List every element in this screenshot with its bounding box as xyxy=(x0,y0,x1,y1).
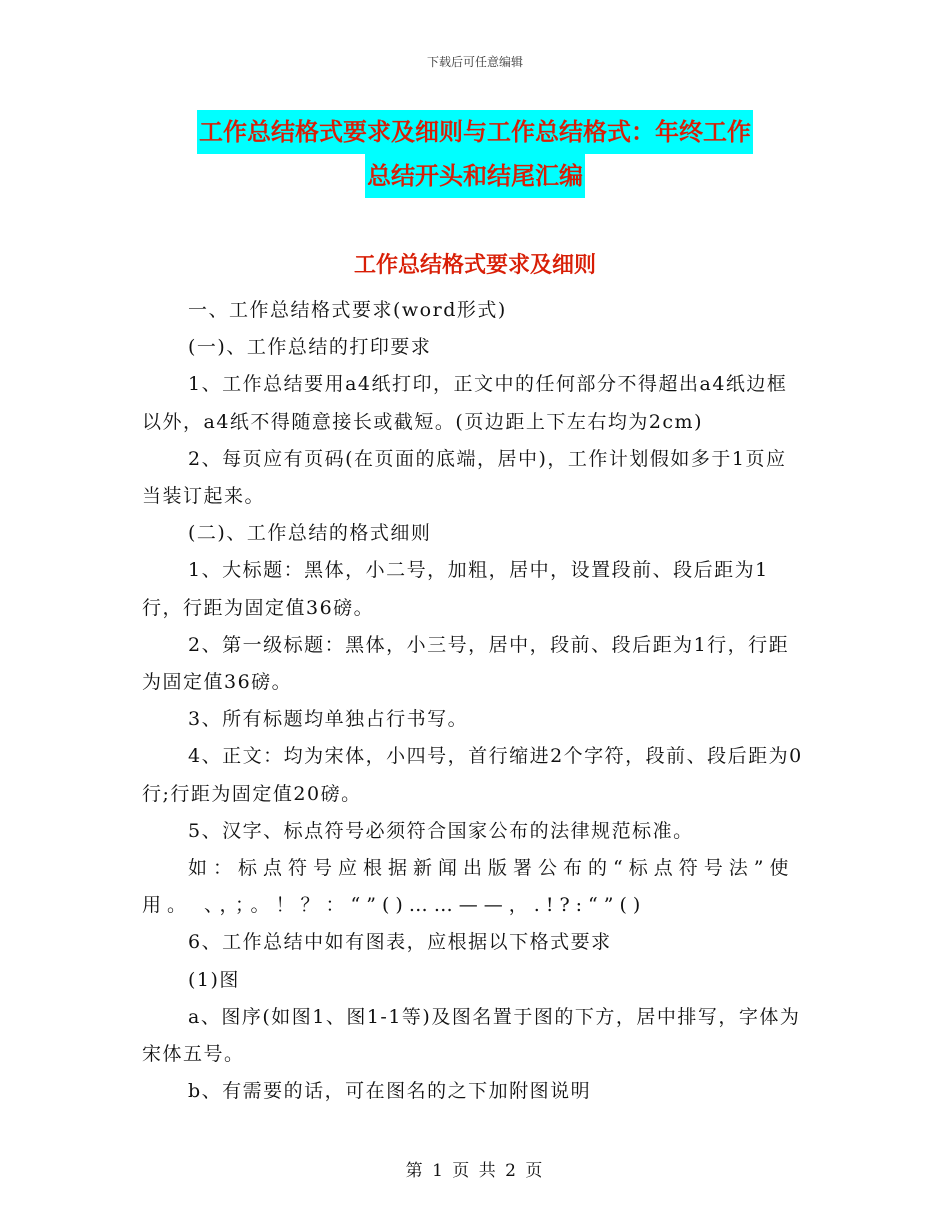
paragraph: 2、第一级标题：黑体，小三号，居中，段前、段后距为1行，行距为固定值36磅。 xyxy=(142,633,790,694)
header-note: 下载后可任意编辑 xyxy=(426,55,523,69)
main-title-line-1: 工作总结格式要求及细则与工作总结格式：年终工作 xyxy=(197,110,753,154)
section-title: 工作总结格式要求及细则 xyxy=(353,253,596,278)
main-title xyxy=(0,110,950,198)
paragraph: (1)图 xyxy=(188,968,240,991)
paragraph: (二)、工作总结的格式细则 xyxy=(188,522,432,545)
paragraph: a、图序(如图1、图1-1等)及图名置于图的下方，居中排写，字体为宋体五号。 xyxy=(142,1005,801,1066)
paragraph: 2、每页应有页码(在页面的底端，居中)，工作计划假如多于1页应当装订起来。 xyxy=(142,447,787,508)
paragraph: 1、工作总结要用a4纸打印，正文中的任何部分不得超出a4纸边框以外，a4纸不得随意接长或截短。(页边距上下左右均为2cm) xyxy=(142,373,788,433)
paragraph: 1、大标题：黑体，小二号，加粗，居中，设置段前、段后距为1行，行距为固定值36磅。 xyxy=(142,559,769,619)
paragraph: 5、汉字、标点符号必须符合国家公布的法律规范标准。 xyxy=(188,819,694,842)
document-body xyxy=(142,292,804,1110)
paragraph: (一)、工作总结的打印要求 xyxy=(188,336,432,359)
paragraph: 一、工作总结格式要求(word形式) xyxy=(188,299,507,321)
paragraph: 3、所有标题均单独占行书写。 xyxy=(188,708,469,731)
paragraph: 如：标点符号应根据新闻出版署公布的“标点符号法”使用。 、，；。！？：“”()……——，.!?:“”() xyxy=(142,857,795,917)
paragraph: 6、工作总结中如有图表，应根据以下格式要求 xyxy=(188,931,612,954)
paragraph: 4、正文：均为宋体，小四号，首行缩进2个字符，段前、段后距为0行;行距为固定值20磅。 xyxy=(142,745,803,805)
page-number-footer: 第 1 页 共 2 页 xyxy=(405,1161,545,1181)
main-title-line-2: 总结开头和结尾汇编 xyxy=(365,154,585,198)
paragraph: b、有需要的话，可在图名的之下加附图说明 xyxy=(188,1080,592,1103)
